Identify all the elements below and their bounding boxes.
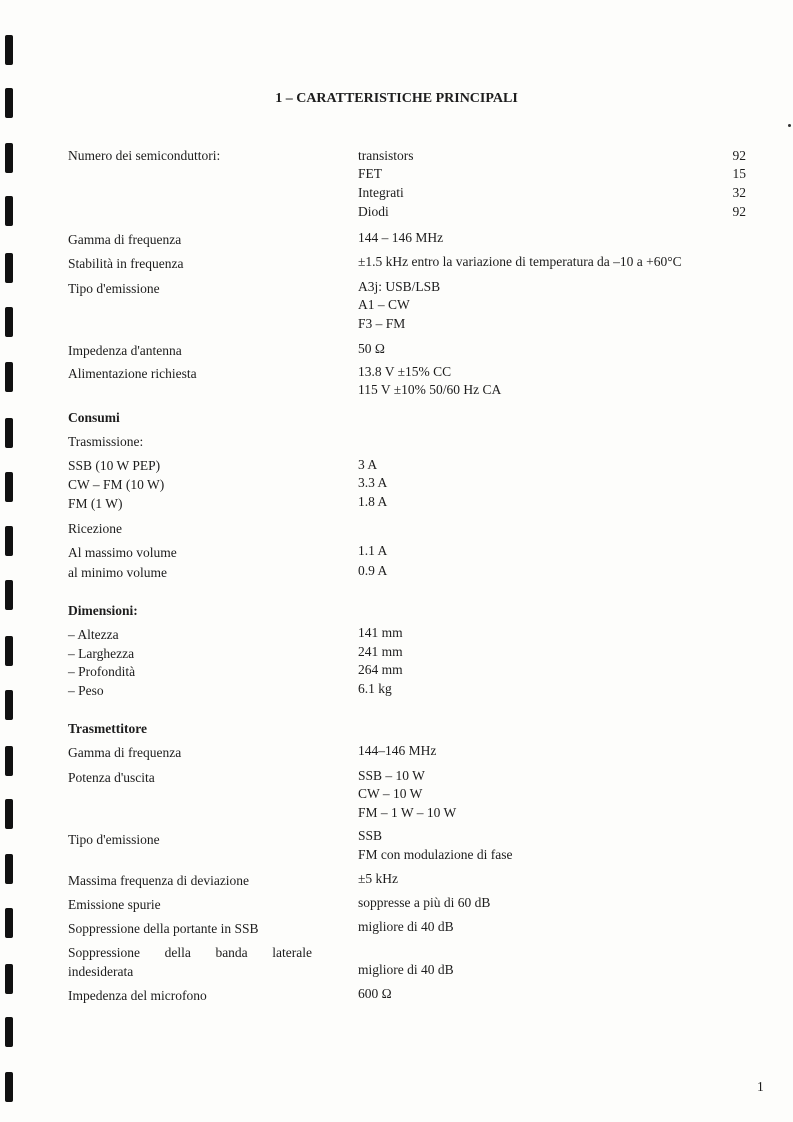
spec-value-emission: A3j: USB/LSB [358,279,441,294]
dimension-value: 141 mm [358,625,403,640]
section-heading-dimensions: Dimensioni: [68,603,138,618]
consumption-rx-label: Ricezione [68,521,122,536]
transmitter-value-emission: SSB [358,828,383,843]
transmitter-label-emission: Tipo d'emissione [68,832,160,847]
consumption-rx-item: al minimo volume [68,565,167,580]
consumption-tx-label: Trasmissione: [68,434,144,449]
binder-hole [5,418,13,448]
spec-value-stability: ±1.5 kHz entro la variazione di temperatura da –10 a +60°C [358,254,682,269]
dimension-label: – Peso [68,683,104,698]
spec-value-power-supply: 115 V ±10% 50/60 Hz CA [358,382,502,397]
section-heading-transmitter: Trasmettitore [68,721,147,736]
consumption-rx-item: Al massimo volume [68,545,177,560]
spec-label-power-supply: Alimentazione richiesta [68,366,197,381]
binder-hole [5,580,13,610]
binder-hole [5,636,13,666]
transmitter-label-carrier: Soppressione della portante in SSB [68,921,259,936]
transmitter-value-power: CW – 10 W [358,786,423,801]
semiconductor-count: 92 [732,148,746,163]
transmitter-label-spurious: Emissione spurie [68,897,161,912]
binder-hole [5,253,13,283]
transmitter-value-power: SSB – 10 W [358,768,425,783]
semiconductor-type: Diodi [358,204,389,219]
semiconductor-count: 32 [732,185,746,200]
consumption-tx-value: 3.3 A [358,475,388,490]
consumption-rx-value: 1.1 A [358,543,388,558]
binder-hole [5,143,13,173]
binder-hole [5,908,13,938]
binder-hole [5,746,13,776]
binder-hole [5,964,13,994]
transmitter-value-emission: FM con modulazione di fase [358,847,513,862]
spec-label-antenna: Impedenza d'antenna [68,343,182,358]
binder-hole [5,196,13,226]
binder-hole [5,35,13,65]
binder-hole [5,472,13,502]
spec-value-emission: F3 – FM [358,316,406,331]
consumption-tx-value: 1.8 A [358,494,388,509]
transmitter-value-microphone: 600 Ω [358,986,392,1001]
binder-hole [5,799,13,829]
page-number: 1 [757,1079,764,1094]
binder-hole [5,526,13,556]
binder-hole [5,1017,13,1047]
consumption-tx-item: SSB (10 W PEP) [68,458,161,473]
transmitter-label-deviation: Massima frequenza di deviazione [68,873,250,888]
spec-value-power-supply: 13.8 V ±15% CC [358,364,452,379]
semiconductors-label: Numero dei semiconduttori: [68,148,221,163]
binder-hole [5,362,13,392]
transmitter-value-deviation: ±5 kHz [358,871,399,886]
semiconductor-count: 92 [732,204,746,219]
spec-value-emission: A1 – CW [358,297,410,312]
semiconductor-type: Integrati [358,185,404,200]
dimension-value: 6.1 kg [358,681,392,696]
section-heading-consumption: Consumi [68,410,120,425]
transmitter-label-sideband-cont: indesiderata [68,964,134,979]
binder-hole [5,854,13,884]
transmitter-label-sideband: Soppressione della banda laterale [68,945,312,960]
spec-label-emission: Tipo d'emissione [68,281,160,296]
semiconductor-type: transistors [358,148,414,163]
spec-value-frequency-range: 144 – 146 MHz [358,230,444,245]
scan-speck [788,124,791,127]
transmitter-label-microphone: Impedenza del microfono [68,988,207,1003]
transmitter-label-frequency: Gamma di frequenza [68,745,182,760]
transmitter-value-frequency: 144–146 MHz [358,743,437,758]
transmitter-value-spurious: soppresse a più di 60 dB [358,895,491,910]
dimension-label: – Altezza [68,627,119,642]
dimension-value: 264 mm [358,662,403,677]
spec-label-frequency-range: Gamma di frequenza [68,232,182,247]
page-title: 1 – CARATTERISTICHE PRINCIPALI [275,91,518,106]
transmitter-label-power: Potenza d'uscita [68,770,155,785]
spec-label-stability: Stabilità in frequenza [68,256,184,271]
transmitter-value-carrier: migliore di 40 dB [358,919,454,934]
consumption-tx-value: 3 A [358,457,378,472]
dimension-label: – Profondità [68,664,136,679]
transmitter-value-sideband: migliore di 40 dB [358,962,454,977]
consumption-tx-item: CW – FM (10 W) [68,477,165,492]
binder-hole [5,307,13,337]
transmitter-value-power: FM – 1 W – 10 W [358,805,457,820]
consumption-rx-value: 0.9 A [358,563,388,578]
binder-hole [5,1072,13,1102]
spec-value-antenna: 50 Ω [358,341,385,356]
dimension-label: – Larghezza [68,646,135,661]
semiconductor-count: 15 [732,166,746,181]
consumption-tx-item: FM (1 W) [68,496,123,511]
dimension-value: 241 mm [358,644,403,659]
semiconductor-type: FET [358,166,383,181]
binder-hole [5,690,13,720]
